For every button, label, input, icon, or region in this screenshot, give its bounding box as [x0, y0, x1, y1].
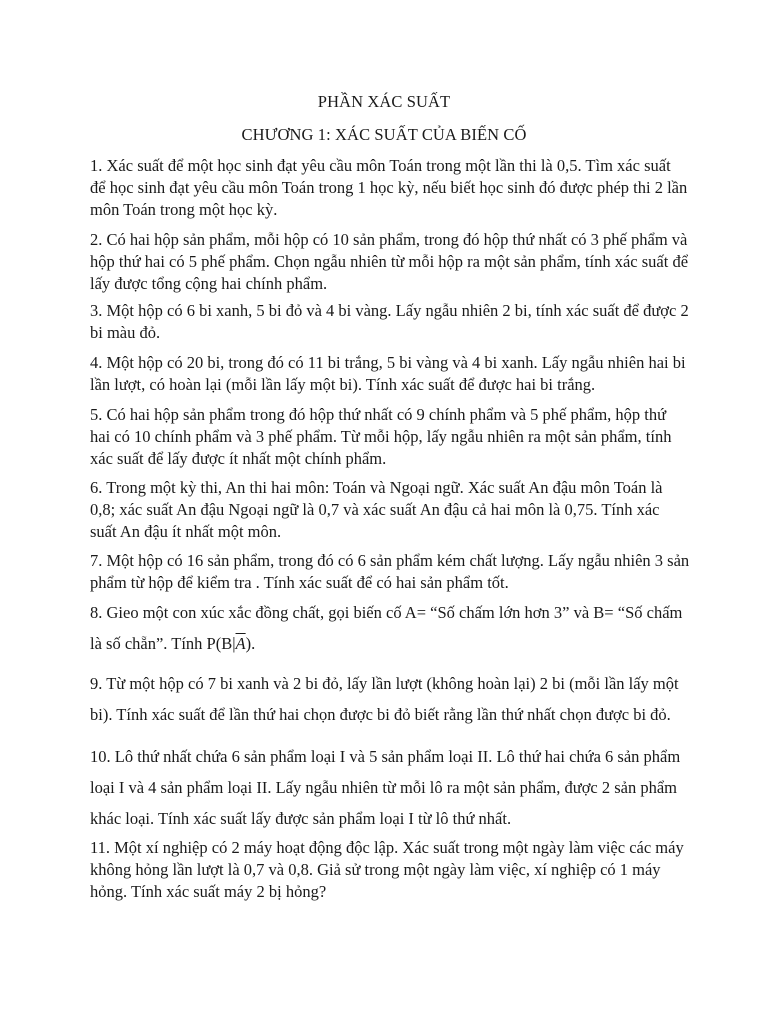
question-1: 1. Xác suất để một học sinh đạt yêu cầu môn Toán trong một lần thi là 0,5. Tìm xác suất để học sinh đạt yêu cầu môn Toán trong 1 học kỳ, nếu biết học sinh đó được phép thi 2 lần môn Toán trong một học kỳ. — [90, 156, 688, 219]
question-6: 6. Trong một kỳ thi, An thi hai môn: Toán và Ngoại ngữ. Xác suất An đậu môn Toán là 0,8; xác suất An đậu Ngoại ngữ là 0,7 và xác suất An đậu cả hai môn là 0,75. Tính xác suất An đậu ít nhất một môn. — [90, 478, 663, 541]
question-8-end: ). — [245, 634, 256, 653]
question-8 — [90, 597, 690, 659]
question-8-text: 8. Gieo một con xúc xắc đồng chất, gọi biến cố A= “Số chấm lớn hơn 3” và B= “Số chấm là số chẵn”. Tính P(B| — [90, 603, 683, 653]
question-2: 2. Có hai hộp sản phẩm, mỗi hộp có 10 sản phẩm, trong đó hộp thứ nhất có 3 phế phẩm và hộp thứ hai có 5 phế phẩm. Chọn ngẫu nhiên từ mỗi hộp ra một sản phẩm, tính xác suất để lấy được tổng cộng hai chính phẩm. — [90, 230, 689, 293]
question-11: 11. Một xí nghiệp có 2 máy hoạt động độc lập. Xác suất trong một ngày làm việc các máy không hỏng lần lượt là 0,7 và 0,8. Giả sử trong một ngày làm việc, xí nghiệp có 1 máy hỏng. Tính xác suất máy 2 bị hỏng? — [90, 838, 684, 901]
question-10: 10. Lô thứ nhất chứa 6 sản phẩm loại I và 5 sản phẩm loại II. Lô thứ hai chứa 6 sản phẩm loại I và 4 sản phẩm loại II. Lấy ngẫu nhiên từ mỗi lô ra một sản phẩm, được 2 sản phẩm khác loại. Tính xác suất lấy được sản phẩm loại I từ lô thứ nhất. — [90, 747, 681, 828]
document-title: PHẦN XÁC SUẤT — [317, 92, 451, 111]
chapter-heading: CHƯƠNG 1: XÁC SUẤT CỦA BIẾN CỐ — [241, 125, 527, 144]
question-4: 4. Một hộp có 20 bi, trong đó có 11 bi trắng, 5 bi vàng và 4 bi xanh. Lấy ngẫu nhiên hai bi lần lượt, có hoàn lại (mỗi lần lấy một bi). Tính xác suất để được hai bi trắng. — [90, 353, 686, 394]
question-3: 3. Một hộp có 6 bi xanh, 5 bi đỏ và 4 bi vàng. Lấy ngẫu nhiên 2 bi, tính xác suất để được 2 bi màu đỏ. — [90, 301, 689, 342]
question-7: 7. Một hộp có 16 sản phẩm, trong đó có 6 sản phẩm kém chất lượng. Lấy ngẫu nhiên 3 sản phẩm từ hộp để kiểm tra . Tính xác suất để có hai sản phẩm tốt. — [90, 551, 690, 592]
question-9: 9. Từ một hộp có 7 bi xanh và 2 bi đỏ, lấy lần lượt (không hoàn lại) 2 bi (mỗi lần lấy một bi). Tính xác suất để lần thứ hai chọn được bi đỏ biết rằng lần thứ nhất chọn được bi đỏ. — [90, 674, 679, 724]
complement-a-symbol: $\overline{A}$ — [235, 634, 246, 653]
question-5: 5. Có hai hộp sản phẩm trong đó hộp thứ nhất có 9 chính phẩm và 5 phế phẩm, hộp thứ hai có 10 chính phẩm và 3 phế phẩm. Từ mỗi hộp, lấy ngẫu nhiên ra một sản phẩm, tính xác suất để lấy được ít nhất một chính phẩm. — [90, 405, 672, 468]
